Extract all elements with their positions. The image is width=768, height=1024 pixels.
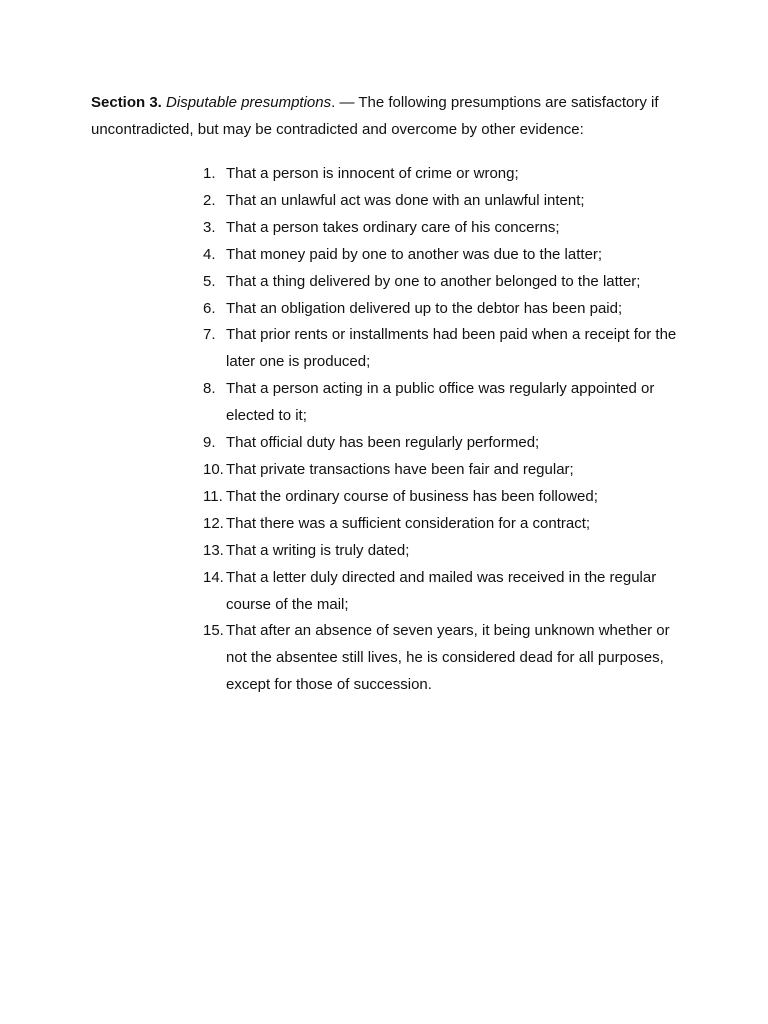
list-item [203,242,683,269]
list-item-number: 14. [203,568,224,586]
list-item [203,188,683,215]
list-item-number: 4. [203,245,216,263]
section-intro [91,89,691,143]
section-number: Section 3. [91,94,162,111]
list-item [203,538,683,565]
list-item [203,457,683,484]
list-item-text: That there was a sufficient consideration for a contract; [226,514,591,532]
list-item [203,376,683,430]
list-item-text: That an unlawful act was done with an unlawful intent; [226,191,585,209]
presumptions-list [203,161,683,699]
list-item-text: That a person takes ordinary care of his concerns; [226,218,560,236]
list-item-number: 2. [203,191,216,209]
list-item-number: 8. [203,380,216,398]
list-item-number: 1. [203,165,216,182]
list-item-text: That prior rents or installments had been paid when a receipt for the later one is produced; [226,326,677,371]
list-item [203,269,683,296]
list-item-text: That private transactions have been fair and regular; [226,460,574,478]
list-item-number: 15. [203,622,224,640]
list-item-text: That a person acting in a public office was regularly appointed or elected to it; [226,380,655,425]
list-item [203,484,683,511]
list-item-number: 7. [203,326,216,344]
list-item [203,161,683,188]
list-item-text: That a person is innocent of crime or wrong; [226,165,519,182]
list-item-text: That a thing delivered by one to another belonged to the latter; [226,272,641,290]
list-item-number: 5. [203,272,216,290]
list-item-number: 13. [203,541,224,559]
section-intro-text: — The following presumptions are satisfactory if uncontradicted, but may be contradicted and overcome by other evidence: [91,94,659,138]
list-item-text: That official duty has been regularly performed; [226,434,540,452]
section-title: Disputable presumptions [166,94,332,111]
list-item-number: 12. [203,514,224,532]
list-item [203,296,683,323]
list-item-text: That the ordinary course of business has been followed; [226,487,598,505]
list-item [203,430,683,457]
list-item [203,565,683,619]
list-item-number: 3. [203,218,216,236]
section-title-punct: . [331,94,336,111]
list-item [203,511,683,538]
list-item-text: That money paid by one to another was due to the latter; [226,245,603,263]
list-item-number: 9. [203,434,216,452]
list-item-number: 6. [203,299,216,317]
list-item-text: That a writing is truly dated; [226,541,410,559]
list-item-number: 10. [203,460,224,478]
list-item [203,322,683,376]
list-item [203,215,683,242]
list-item-text: That an obligation delivered up to the debtor has been paid; [226,299,623,317]
list-item-text: That a letter duly directed and mailed was received in the regular course of the mail; [226,568,657,613]
list-item-number: 11. [203,487,223,505]
list-item-text: That after an absence of seven years, it being unknown whether or not the absentee still lives, he is considered dead for all purposes, except for those of succession. [226,622,670,694]
list-item [203,618,683,699]
